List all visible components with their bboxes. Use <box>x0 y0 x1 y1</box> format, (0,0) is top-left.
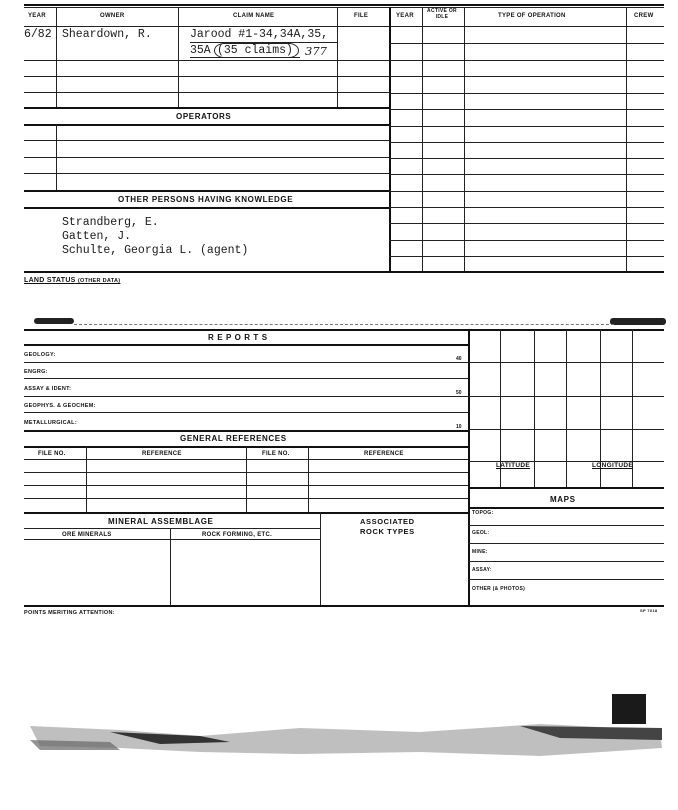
longitude-label: LONGITUDE <box>592 462 633 469</box>
row-line <box>389 174 664 175</box>
report-label-geophys: GEOPHYS. & GEOCHEM: <box>24 403 96 409</box>
row-line <box>389 240 664 241</box>
report-label-assay: ASSAY & IDENT: <box>24 386 72 392</box>
row-line <box>24 107 389 109</box>
report-label-metallurgical: METALLURGICAL: <box>24 420 77 426</box>
col-year-header: YEAR <box>28 13 46 19</box>
row-line <box>24 498 468 499</box>
row-line <box>24 157 389 158</box>
row-line <box>24 76 389 77</box>
col-divider-main <box>468 329 470 605</box>
row-line <box>389 126 664 127</box>
row-line <box>389 271 664 273</box>
scan-mark <box>34 318 74 324</box>
claim-underline <box>190 57 300 58</box>
top-border <box>24 329 664 331</box>
row-line <box>389 93 664 94</box>
col-divider <box>626 7 627 272</box>
entry-claim-handwritten: 377 <box>305 44 327 58</box>
scan-mark <box>610 318 666 325</box>
row-line <box>468 487 664 489</box>
row-line <box>24 124 389 126</box>
header-row-divider <box>24 26 664 27</box>
row-line <box>24 207 389 209</box>
col-reference2-header: REFERENCE <box>364 451 404 457</box>
row-line <box>468 543 664 544</box>
col-file-no2-header: FILE NO. <box>262 451 290 457</box>
row-line <box>389 76 664 77</box>
points-meriting-attention-label: POINTS MERITING ATTENTION: <box>24 610 115 616</box>
col-crew-header: CREW <box>634 13 654 19</box>
map-row-other: OTHER (& PHOTOS) <box>472 586 526 592</box>
reports-title: R E P O R T S <box>208 333 268 342</box>
entry-year: 6/82 <box>24 28 52 41</box>
row-line <box>468 561 664 562</box>
row-line <box>24 378 468 379</box>
row-line <box>24 539 320 540</box>
report-label-geology: GEOLOGY: <box>24 352 56 358</box>
rock-types-title: ROCK TYPES <box>360 527 415 536</box>
row-line <box>24 528 320 529</box>
row-line <box>24 396 468 397</box>
grid-line <box>534 329 535 487</box>
col-divider <box>246 446 247 512</box>
report-number: 50 <box>456 390 462 396</box>
person-name: Schulte, Georgia L. (agent) <box>62 244 249 257</box>
grid-line <box>468 362 664 363</box>
form-number: SP 7018 <box>640 608 658 613</box>
row-line <box>24 92 389 93</box>
row-line <box>24 512 468 514</box>
row-line <box>389 191 664 192</box>
land-status-text: LAND STATUS <box>24 277 76 284</box>
map-row-assay: ASSAY: <box>472 567 492 573</box>
map-row-topog: TOPOG: <box>472 510 494 516</box>
row-line <box>468 579 664 580</box>
row-line <box>24 344 468 346</box>
row-line <box>468 525 664 526</box>
mineral-assemblage-title: MINERAL ASSEMBLAGE <box>108 517 214 526</box>
row-line <box>24 190 389 192</box>
map-row-geol: GEOL: <box>472 530 490 536</box>
col-divider <box>170 528 171 605</box>
col-file-header: FILE <box>354 13 369 19</box>
col-file-no-header: FILE NO. <box>38 451 66 457</box>
col-type-of-operation-header: TYPE OF OPERATION <box>498 13 566 19</box>
row-line <box>24 271 389 273</box>
col-divider <box>422 7 423 272</box>
col-owner-header: OWNER <box>100 13 125 19</box>
entry-claim-circled: (35 claims) <box>214 43 299 58</box>
other-persons-title: OTHER PERSONS HAVING KNOWLEDGE <box>118 195 294 204</box>
row-line <box>389 158 664 159</box>
col-reference-header: REFERENCE <box>142 451 182 457</box>
row-line <box>24 362 468 363</box>
row-line <box>389 60 664 61</box>
person-name: Gatten, J. <box>62 230 132 243</box>
scan-artifact-block <box>612 694 646 724</box>
land-status-label <box>24 277 120 284</box>
col-claim-name-header: CLAIM NAME <box>233 13 275 19</box>
grid-line <box>566 329 567 487</box>
col-divider-main <box>389 7 391 272</box>
map-row-mine: MINE: <box>472 549 488 555</box>
col-divider <box>464 7 465 272</box>
scan-line <box>74 324 614 325</box>
row-line <box>389 43 664 44</box>
row-line <box>24 472 468 473</box>
associated-title: ASSOCIATED <box>360 517 415 526</box>
col-divider <box>320 512 321 605</box>
col-active-idle-header: ACTIVE OR IDLE <box>427 8 457 20</box>
row-line <box>389 109 664 110</box>
row-line <box>24 485 468 486</box>
row-line <box>389 207 664 208</box>
ore-minerals-header: ORE MINERALS <box>62 532 112 538</box>
scan-artifact <box>0 690 678 780</box>
col-year2-header: YEAR <box>396 13 414 19</box>
maps-title: MAPS <box>550 495 576 504</box>
report-number: 10 <box>456 424 462 430</box>
general-references-title: GENERAL REFERENCES <box>180 434 287 443</box>
grid-line <box>468 429 664 430</box>
report-label-engrg: ENGRG: <box>24 369 48 375</box>
land-status-sub: (OTHER DATA) <box>77 278 121 284</box>
row-line <box>24 140 389 141</box>
report-number: 40 <box>456 356 462 362</box>
entry-owner: Sheardown, R. <box>62 28 152 41</box>
row-line <box>389 223 664 224</box>
col-divider <box>86 446 87 512</box>
rock-forming-header: ROCK FORMING, ETC. <box>202 532 273 538</box>
row-line <box>24 412 468 413</box>
row-line <box>389 142 664 143</box>
top-border-inner <box>24 7 664 8</box>
row-line <box>24 60 389 61</box>
operators-title: OPERATORS <box>176 112 232 121</box>
person-name: Strandberg, E. <box>62 216 159 229</box>
latitude-label: LATITUDE <box>496 462 531 469</box>
entry-claim-prefix: 35A <box>190 44 211 57</box>
row-line <box>389 256 664 257</box>
bottom-border <box>24 605 664 607</box>
row-line <box>468 507 664 509</box>
entry-claim-line1: Jarood #1-34,34A,35, <box>190 28 329 41</box>
row-line <box>24 173 389 174</box>
col-divider <box>308 446 309 512</box>
row-line <box>24 430 468 432</box>
top-border <box>24 4 664 6</box>
grid-line <box>468 396 664 397</box>
